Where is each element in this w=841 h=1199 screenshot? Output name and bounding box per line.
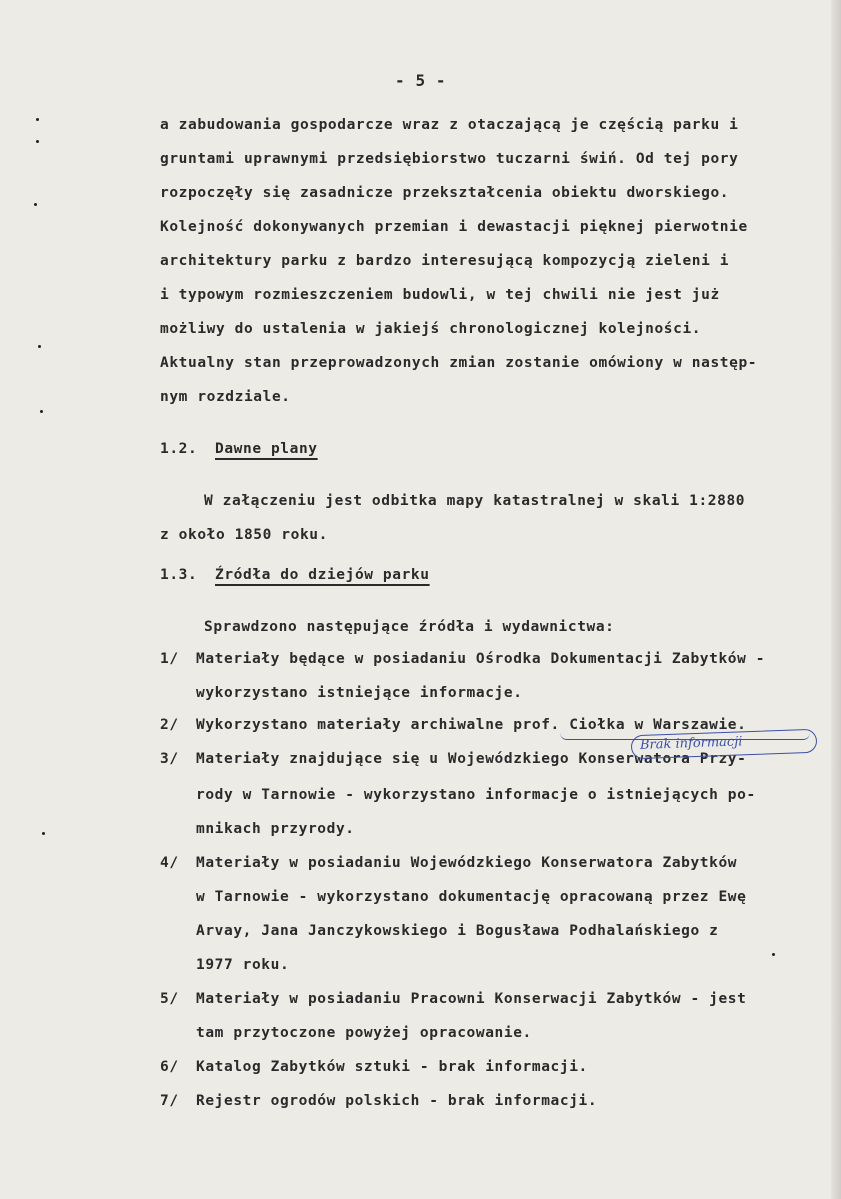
list-item-line: Rejestr ogrodów polskich - brak informacji. <box>196 1093 598 1109</box>
handwritten-annotation <box>631 729 818 759</box>
margin-speck <box>34 203 37 206</box>
list-item-line: rody w Tarnowie - wykorzystano informacje o istniejących po- <box>196 787 756 803</box>
list-marker: 4/ <box>160 855 179 871</box>
list-item-line: Wykorzystano materiały archiwalne prof. Ciołka w Warszawie. <box>196 717 747 733</box>
paragraph-line: W załączeniu jest odbitka mapy katastralnej w skali 1:2880 <box>204 493 746 509</box>
margin-speck <box>772 953 775 956</box>
paragraph-line: i typowym rozmieszczeniem budowli, w tej chwili nie jest już <box>160 287 720 303</box>
list-marker: 7/ <box>160 1093 179 1109</box>
paragraph-line: z około 1850 roku. <box>160 527 328 543</box>
list-item-line: Katalog Zabytków sztuki - brak informacji. <box>196 1059 588 1075</box>
margin-speck <box>38 345 41 348</box>
paragraph-line: Sprawdzono następujące źródła i wydawnictwa: <box>204 619 615 635</box>
list-marker: 2/ <box>160 717 179 733</box>
section-title: Dawne plany <box>215 441 318 457</box>
section-number: 1.3. <box>160 567 198 583</box>
list-marker: 1/ <box>160 651 179 667</box>
page-number: - 5 - <box>395 71 447 90</box>
section-title: Źródła do dziejów parku <box>215 567 430 583</box>
list-item-line: mnikach przyrody. <box>196 821 355 837</box>
paragraph-line: rozpoczęły się zasadnicze przekształcenia obiektu dworskiego. <box>160 185 730 201</box>
paragraph-line: a zabudowania gospodarcze wraz z otaczającą je częścią parku i <box>160 117 739 133</box>
list-item-line: tam przytoczone powyżej opracowanie. <box>196 1025 532 1041</box>
page-edge-shadow <box>831 0 841 1199</box>
list-item-line: Materiały znajdujące się u Wojewódzkiego Konserwatora Przy- <box>196 751 747 767</box>
list-marker: 6/ <box>160 1059 179 1075</box>
paragraph-line: możliwy do ustalenia w jakiejś chronologicznej kolejności. <box>160 321 702 337</box>
list-marker: 3/ <box>160 751 179 767</box>
list-item-line: Arvay, Jana Janczykowskiego i Bogusława Podhalańskiego z <box>196 923 719 939</box>
paragraph-line: nym rozdziale. <box>160 389 291 405</box>
list-item-line: Materiały będące w posiadaniu Ośrodka Dokumentacji Zabytków - <box>196 651 766 667</box>
list-item-line: Materiały w posiadaniu Pracowni Konserwacji Zabytków - jest <box>196 991 747 1007</box>
margin-speck <box>42 832 45 835</box>
margin-speck <box>36 118 39 121</box>
margin-speck <box>40 410 43 413</box>
list-marker: 5/ <box>160 991 179 1007</box>
list-item-line: Materiały w posiadaniu Wojewódzkiego Konserwatora Zabytków <box>196 855 738 871</box>
paragraph-line: gruntami uprawnymi przedsiębiorstwo tuczarni świń. Od tej pory <box>160 151 739 167</box>
list-item-line: 1977 roku. <box>196 957 290 973</box>
margin-speck <box>36 140 39 143</box>
annotation-text: Brak informacji <box>639 734 743 753</box>
paragraph-line: architektury parku z bardzo interesującą kompozycją zieleni i <box>160 253 730 269</box>
paragraph-line: Kolejność dokonywanych przemian i dewastacji pięknej pierwotnie <box>160 219 748 235</box>
list-item-line: wykorzystano istniejące informacje. <box>196 685 523 701</box>
section-number: 1.2. <box>160 441 198 457</box>
list-item-line: w Tarnowie - wykorzystano dokumentację opracowaną przez Ewę <box>196 889 747 905</box>
paragraph-line: Aktualny stan przeprowadzonych zmian zostanie omówiony w następ- <box>160 355 758 371</box>
